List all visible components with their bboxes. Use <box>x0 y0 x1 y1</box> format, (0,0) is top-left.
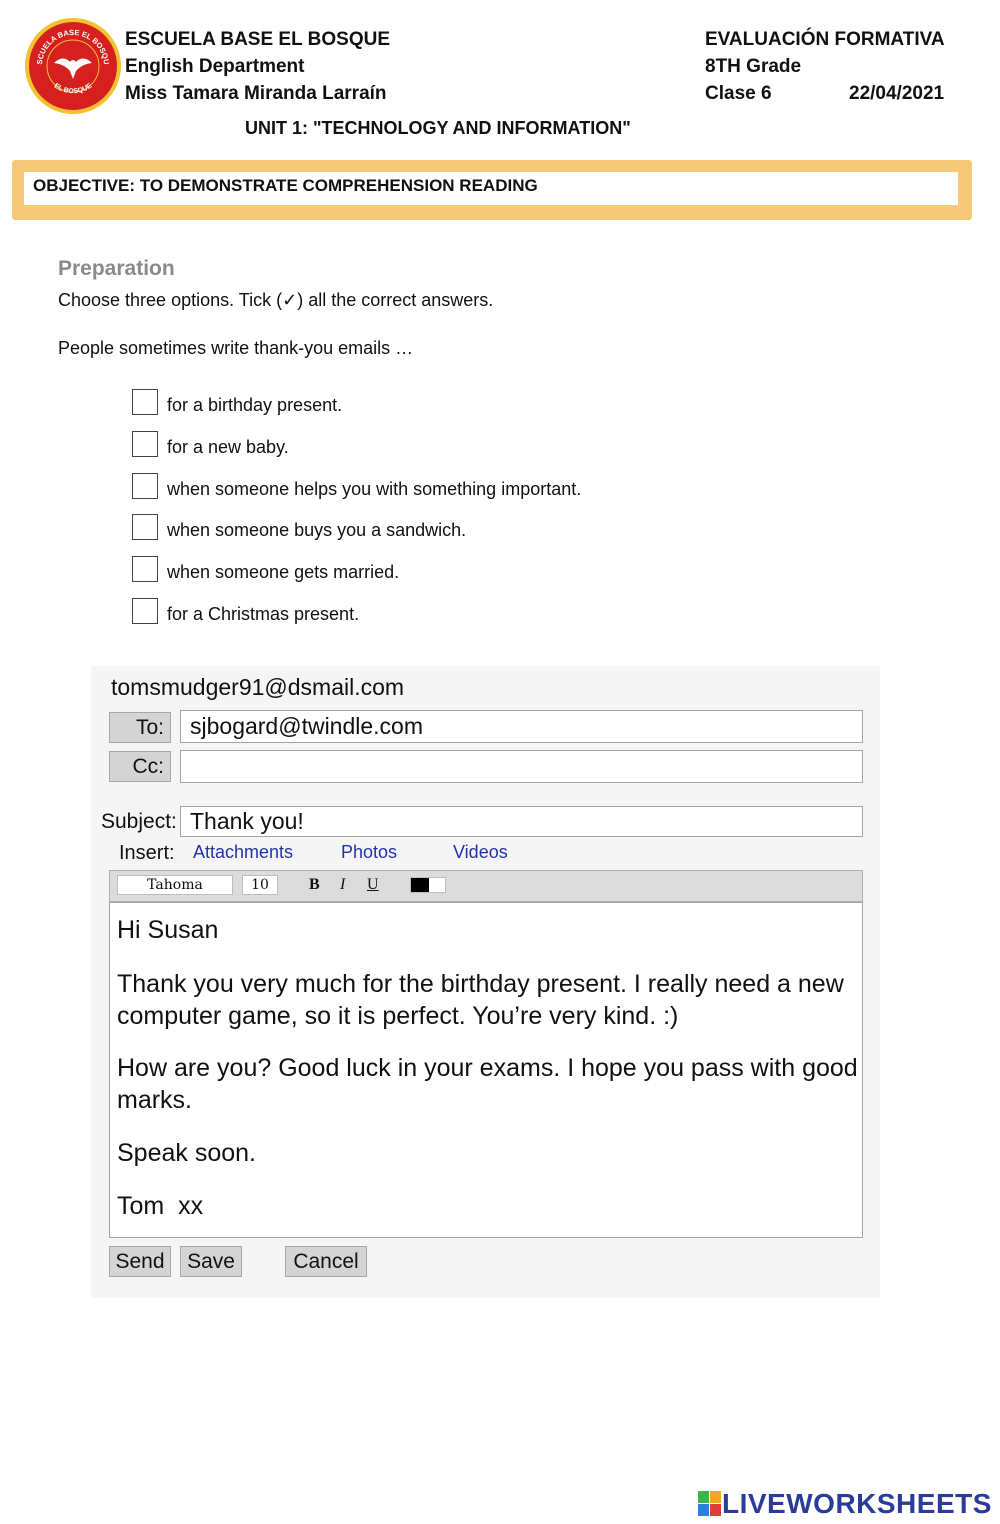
unit-title: UNIT 1: "TECHNOLOGY AND INFORMATION" <box>245 118 631 138</box>
closing: Speak soon. <box>117 1139 256 1167</box>
option-row <box>132 555 399 583</box>
option-label: for a new baby. <box>167 436 289 457</box>
option-label: when someone buys you a sandwich. <box>167 519 467 540</box>
insert-photos-link[interactable]: Photos <box>341 842 398 862</box>
body-paragraph: Thank you very much for the birthday present. I really need a new computer game, so it is perfect. You’re very kind. :) <box>117 970 844 1030</box>
option-row <box>132 472 581 500</box>
liveworksheets-icon <box>698 1491 722 1517</box>
font-size-select[interactable]: 10 <box>242 875 278 895</box>
option-label: when someone helps you with something important. <box>167 478 582 499</box>
logo-text: EL BOSQUE <box>52 82 94 96</box>
to-button[interactable]: To: <box>109 712 171 743</box>
insert-attachments-link[interactable]: Attachments <box>193 842 294 862</box>
bold-button[interactable]: B <box>309 876 320 893</box>
option-checkbox[interactable] <box>132 598 158 624</box>
send-button[interactable]: Send <box>109 1246 171 1277</box>
option-row <box>132 597 359 625</box>
option-checkbox[interactable] <box>132 431 158 457</box>
cc-button[interactable]: Cc: <box>109 751 171 782</box>
option-row <box>132 430 289 458</box>
option-row <box>132 388 342 416</box>
text-color-picker[interactable] <box>410 877 446 893</box>
save-button[interactable]: Save <box>180 1246 242 1277</box>
school-logo <box>24 17 122 115</box>
color-swatch <box>411 878 429 892</box>
insert-videos-link[interactable]: Videos <box>453 842 508 862</box>
cc-input[interactable] <box>180 750 863 783</box>
evaluation-type: EVALUACIÓN FORMATIVA <box>705 29 945 50</box>
option-checkbox[interactable] <box>132 389 158 415</box>
instruction: Choose three options. Tick (✓) all the correct answers. <box>58 290 494 310</box>
preparation-heading: Preparation <box>58 257 175 280</box>
objective-text: OBJECTIVE: TO DEMONSTRATE COMPREHENSION READING <box>33 176 538 195</box>
greeting: Hi Susan <box>117 916 219 944</box>
underline-button[interactable]: U <box>367 876 379 893</box>
cancel-button[interactable]: Cancel <box>285 1246 367 1277</box>
date: 22/04/2021 <box>849 83 945 104</box>
option-checkbox[interactable] <box>132 473 158 499</box>
option-row <box>132 513 466 541</box>
to-input[interactable]: sjbogard@twindle.com <box>180 710 863 743</box>
brand-name: LIVEWORKSHEETS <box>722 1488 992 1519</box>
font-select[interactable]: Tahoma <box>117 875 233 895</box>
insert-label: Insert: <box>119 842 175 864</box>
body-paragraph: How are you? Good luck in your exams. I hope you pass with good marks. <box>117 1054 858 1114</box>
logo-text: SCUELA BASE EL BOSQU <box>34 27 112 66</box>
option-label: when someone gets married. <box>167 561 400 582</box>
option-checkbox[interactable] <box>132 514 158 540</box>
option-checkbox[interactable] <box>132 556 158 582</box>
subject-label: Subject: <box>101 810 177 833</box>
school-name: ESCUELA BASE EL BOSQUE <box>125 29 390 50</box>
department: English Department <box>125 56 305 77</box>
question-lead: People sometimes write thank-you emails … <box>58 338 414 358</box>
liveworksheets-logo <box>698 1488 992 1520</box>
signature: Tom xx <box>117 1192 204 1220</box>
from-address: tomsmudger91@dsmail.com <box>111 674 405 700</box>
option-label: for a birthday present. <box>167 394 343 415</box>
option-label: for a Christmas present. <box>167 603 360 624</box>
subject-input[interactable]: Thank you! <box>180 806 863 837</box>
class-number: Clase 6 <box>705 83 772 104</box>
teacher-name: Miss Tamara Miranda Larraín <box>125 83 387 104</box>
grade: 8TH Grade <box>705 56 802 77</box>
italic-button[interactable]: I <box>340 876 346 893</box>
